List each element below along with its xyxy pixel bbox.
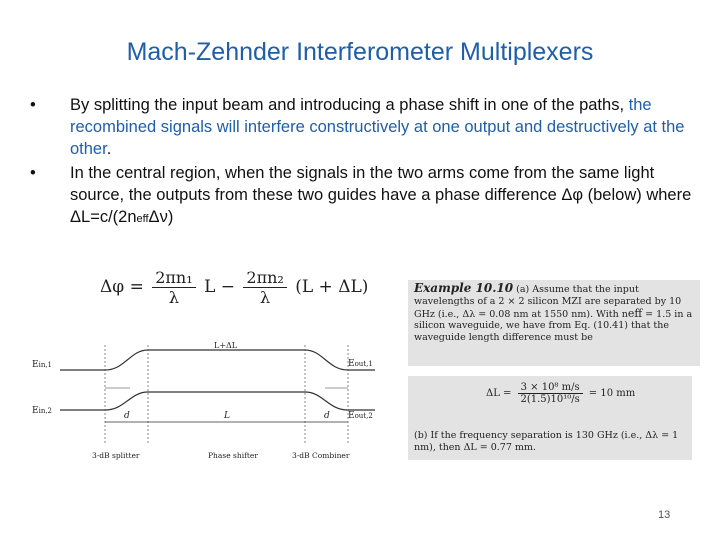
formula-mid: L − xyxy=(204,277,235,297)
coupler-length-1: d xyxy=(124,411,130,421)
formula-fraction-2 xyxy=(243,268,286,307)
bullet-2-end: Δν) xyxy=(148,208,174,226)
eq-den: 2(1.5)10¹⁰/s xyxy=(520,394,580,405)
eq-lhs: ΔL = xyxy=(486,388,512,399)
example-part-a-end: = 1.5 in a silicon waveguide, we have from Eq. (10.41) that the waveguide length difference must be xyxy=(414,308,693,344)
bullet-1-highlight: the recombined signals will interfere constructively at one output and destructively at the other xyxy=(70,96,685,158)
slide-title: Mach-Zehnder Interferometer Multiplexers xyxy=(126,38,594,66)
bullet-2-subscript: eff xyxy=(136,213,149,225)
splitter-label: 3-dB splitter xyxy=(92,451,140,460)
eq-num: 3 × 10⁸ m/s xyxy=(518,382,583,394)
upper-arm xyxy=(60,350,375,370)
ein2-label: Ein,2 xyxy=(32,406,53,416)
example-equation xyxy=(486,382,635,405)
formula-frac2-den: λ xyxy=(260,288,271,307)
upper-arm-label: L+ΔL xyxy=(214,341,238,350)
bullet-2 xyxy=(30,162,700,230)
coupler-link-1 xyxy=(60,392,375,410)
page-number: 13 xyxy=(658,509,671,521)
ein1-label: Ein,1 xyxy=(32,360,53,370)
bullet-marker: • xyxy=(30,164,36,182)
arm-length: L xyxy=(224,411,230,421)
example-part-a-sub: eff xyxy=(627,306,643,320)
formula-frac2-num: 2πn₂ xyxy=(243,268,286,288)
phase-shifter-label: Phase shifter xyxy=(208,451,258,460)
bullet-2-text: In the central region, when the signals in the two arms come from the same light source, the outputs from these two guides have a phase difference Δφ (below) where ΔL=c/(2n xyxy=(70,164,692,226)
formula-rhs: (L + ΔL) xyxy=(295,277,369,297)
formula-frac1-num: 2πn₁ xyxy=(152,268,195,288)
bullet-1 xyxy=(30,94,700,160)
mzi-diagram xyxy=(30,340,380,485)
example-box-part-b xyxy=(408,376,692,460)
coupler-length-2: d xyxy=(324,411,330,421)
example-heading: Example 10.10 xyxy=(414,281,514,295)
bullet-marker: • xyxy=(30,96,36,114)
eq-rhs: = 10 mm xyxy=(588,388,636,399)
formula-fraction-1 xyxy=(152,268,195,307)
eq-fraction xyxy=(518,382,583,405)
eout1-label: Eout,1 xyxy=(348,359,373,369)
bullet-list xyxy=(30,94,700,232)
phase-difference-formula xyxy=(100,268,368,307)
example-part-b: (b) If the frequency separation is 130 GHz (i.e., Δλ = 1 nm), then ΔL = 0.77 mm. xyxy=(414,430,679,453)
eout2-label: Eout,2 xyxy=(348,411,373,421)
combiner-label: 3-dB Combiner xyxy=(292,451,350,460)
example-part-a: (a) Assume that the input wavelengths of a 2 × 2 silicon MZI are separated by 10 GHz (i.e., Δλ = 0.08 nm at 1550 nm). With n xyxy=(414,284,682,320)
example-box-part-a xyxy=(408,280,700,366)
bullet-1-text: By splitting the input beam and introducing a phase shift in one of the paths, xyxy=(70,96,629,114)
formula-lhs: Δφ = xyxy=(100,277,144,297)
bullet-1-end: . xyxy=(106,140,112,158)
formula-frac1-den: λ xyxy=(168,288,180,307)
